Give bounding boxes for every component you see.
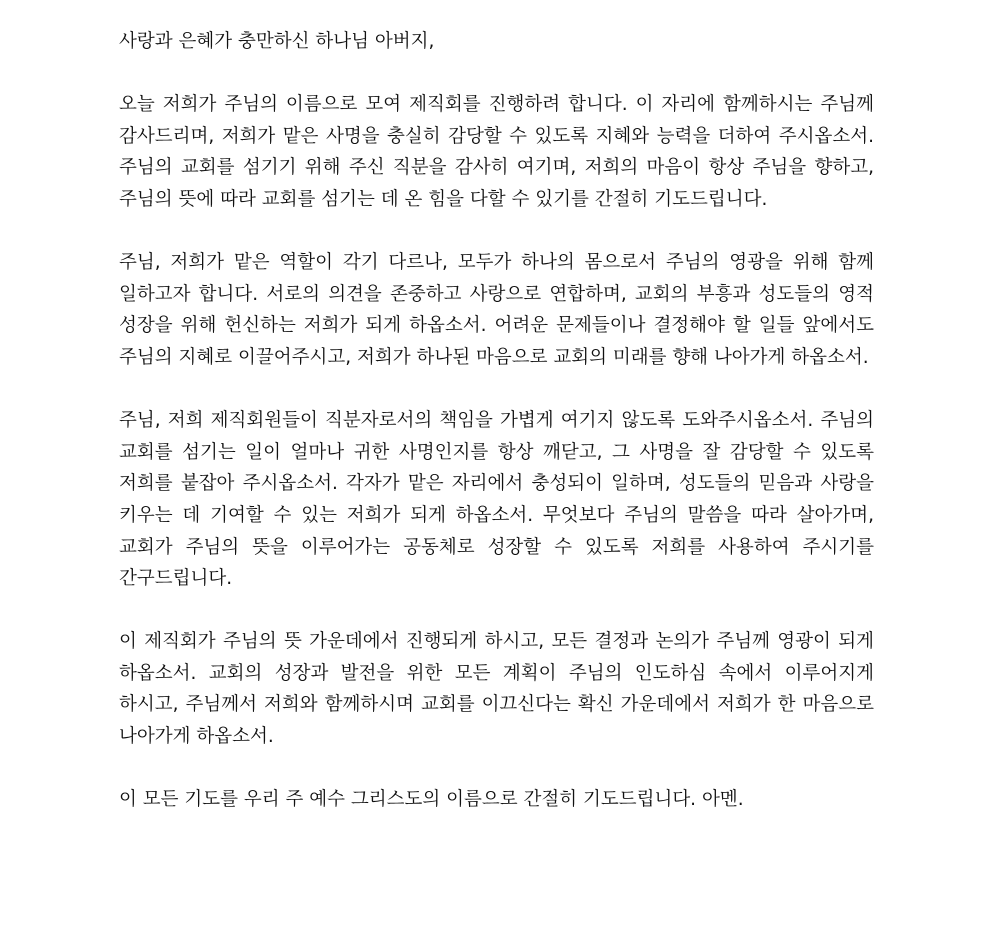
paragraph-gap: [119, 753, 874, 785]
closing-paragraph: 이 모든 기도를 우리 주 예수 그리스도의 이름으로 간절히 기도드립니다. 아멘.: [119, 789, 744, 811]
paragraph-2: 주님, 저희가 맡은 역할이 각기 다르나, 모두가 하나의 몸으로서 주님의 영광을 위해 함께 일하고자 합니다. 서로의 의견을 존중하고 사랑으로 연합하며, 교회의 부흥과 성도들의 영적 성장을 위해 헌신하는 저희가 되게 하옵소서. 어려운 문제들이나 결정해야 할 일들 앞에서도 주님의 지혜로 이끌어주시고, 저희가 하나된 마음으로 교회의 미래를 향해 나아가게 하옵소서.: [119, 252, 874, 368]
paragraph-gap: [119, 58, 874, 90]
paragraph-1: 오늘 저희가 주님의 이름으로 모여 제직회를 진행하려 합니다. 이 자리에 함께하시는 주님께 감사드리며, 저희가 맡은 사명을 충실히 감당할 수 있도록 지혜와 능력을 더하여 주시옵소서. 주님의 교회를 섬기기 위해 주신 직분을 감사히 여기며, 저희의 마음이 항상 주님을 향하고, 주님의 뜻에 따라 교회를 섬기는 데 온 힘을 다할 수 있기를 간절히 기도드립니다.: [119, 94, 874, 210]
paragraph-gap: [119, 595, 874, 627]
paragraph-4: 이 제직회가 주님의 뜻 가운데에서 진행되게 하시고, 모든 결정과 논의가 주님께 영광이 되게 하옵소서. 교회의 성장과 발전을 위한 모든 계획이 주님의 인도하심 속에서 이루어지게 하시고, 주님께서 저희와 함께하시며 교회를 이끄신다는 확신 가운데에서 저희가 한 마음으로 나아가게 하옵소서.: [119, 631, 874, 748]
paragraph-gap: [119, 374, 874, 406]
paragraph-gap: [119, 216, 874, 248]
paragraph-3: 주님, 저희 제직회원들이 직분자로서의 책임을 가볍게 여기지 않도록 도와주시옵소서. 주님의 교회를 섬기는 일이 얼마나 귀한 사명인지를 항상 깨닫고, 그 사명을 잘 감당할 수 있도록 저희를 붙잡아 주시옵소서. 각자가 맡은 자리에서 충성되이 일하며, 성도들의 믿음과 사랑을 키우는 데 기여할 수 있는 저희가 되게 하옵소서. 무엇보다 주님의 말씀을 따라 살아가며, 교회가 주님의 뜻을 이루어가는 공동체로 성장할 수 있도록 저희를 사용하여 주시기를 간구드립니다.: [119, 410, 874, 590]
salutation: 사랑과 은혜가 충만하신 하나님 아버지,: [119, 31, 435, 52]
document-body: [119, 26, 874, 816]
